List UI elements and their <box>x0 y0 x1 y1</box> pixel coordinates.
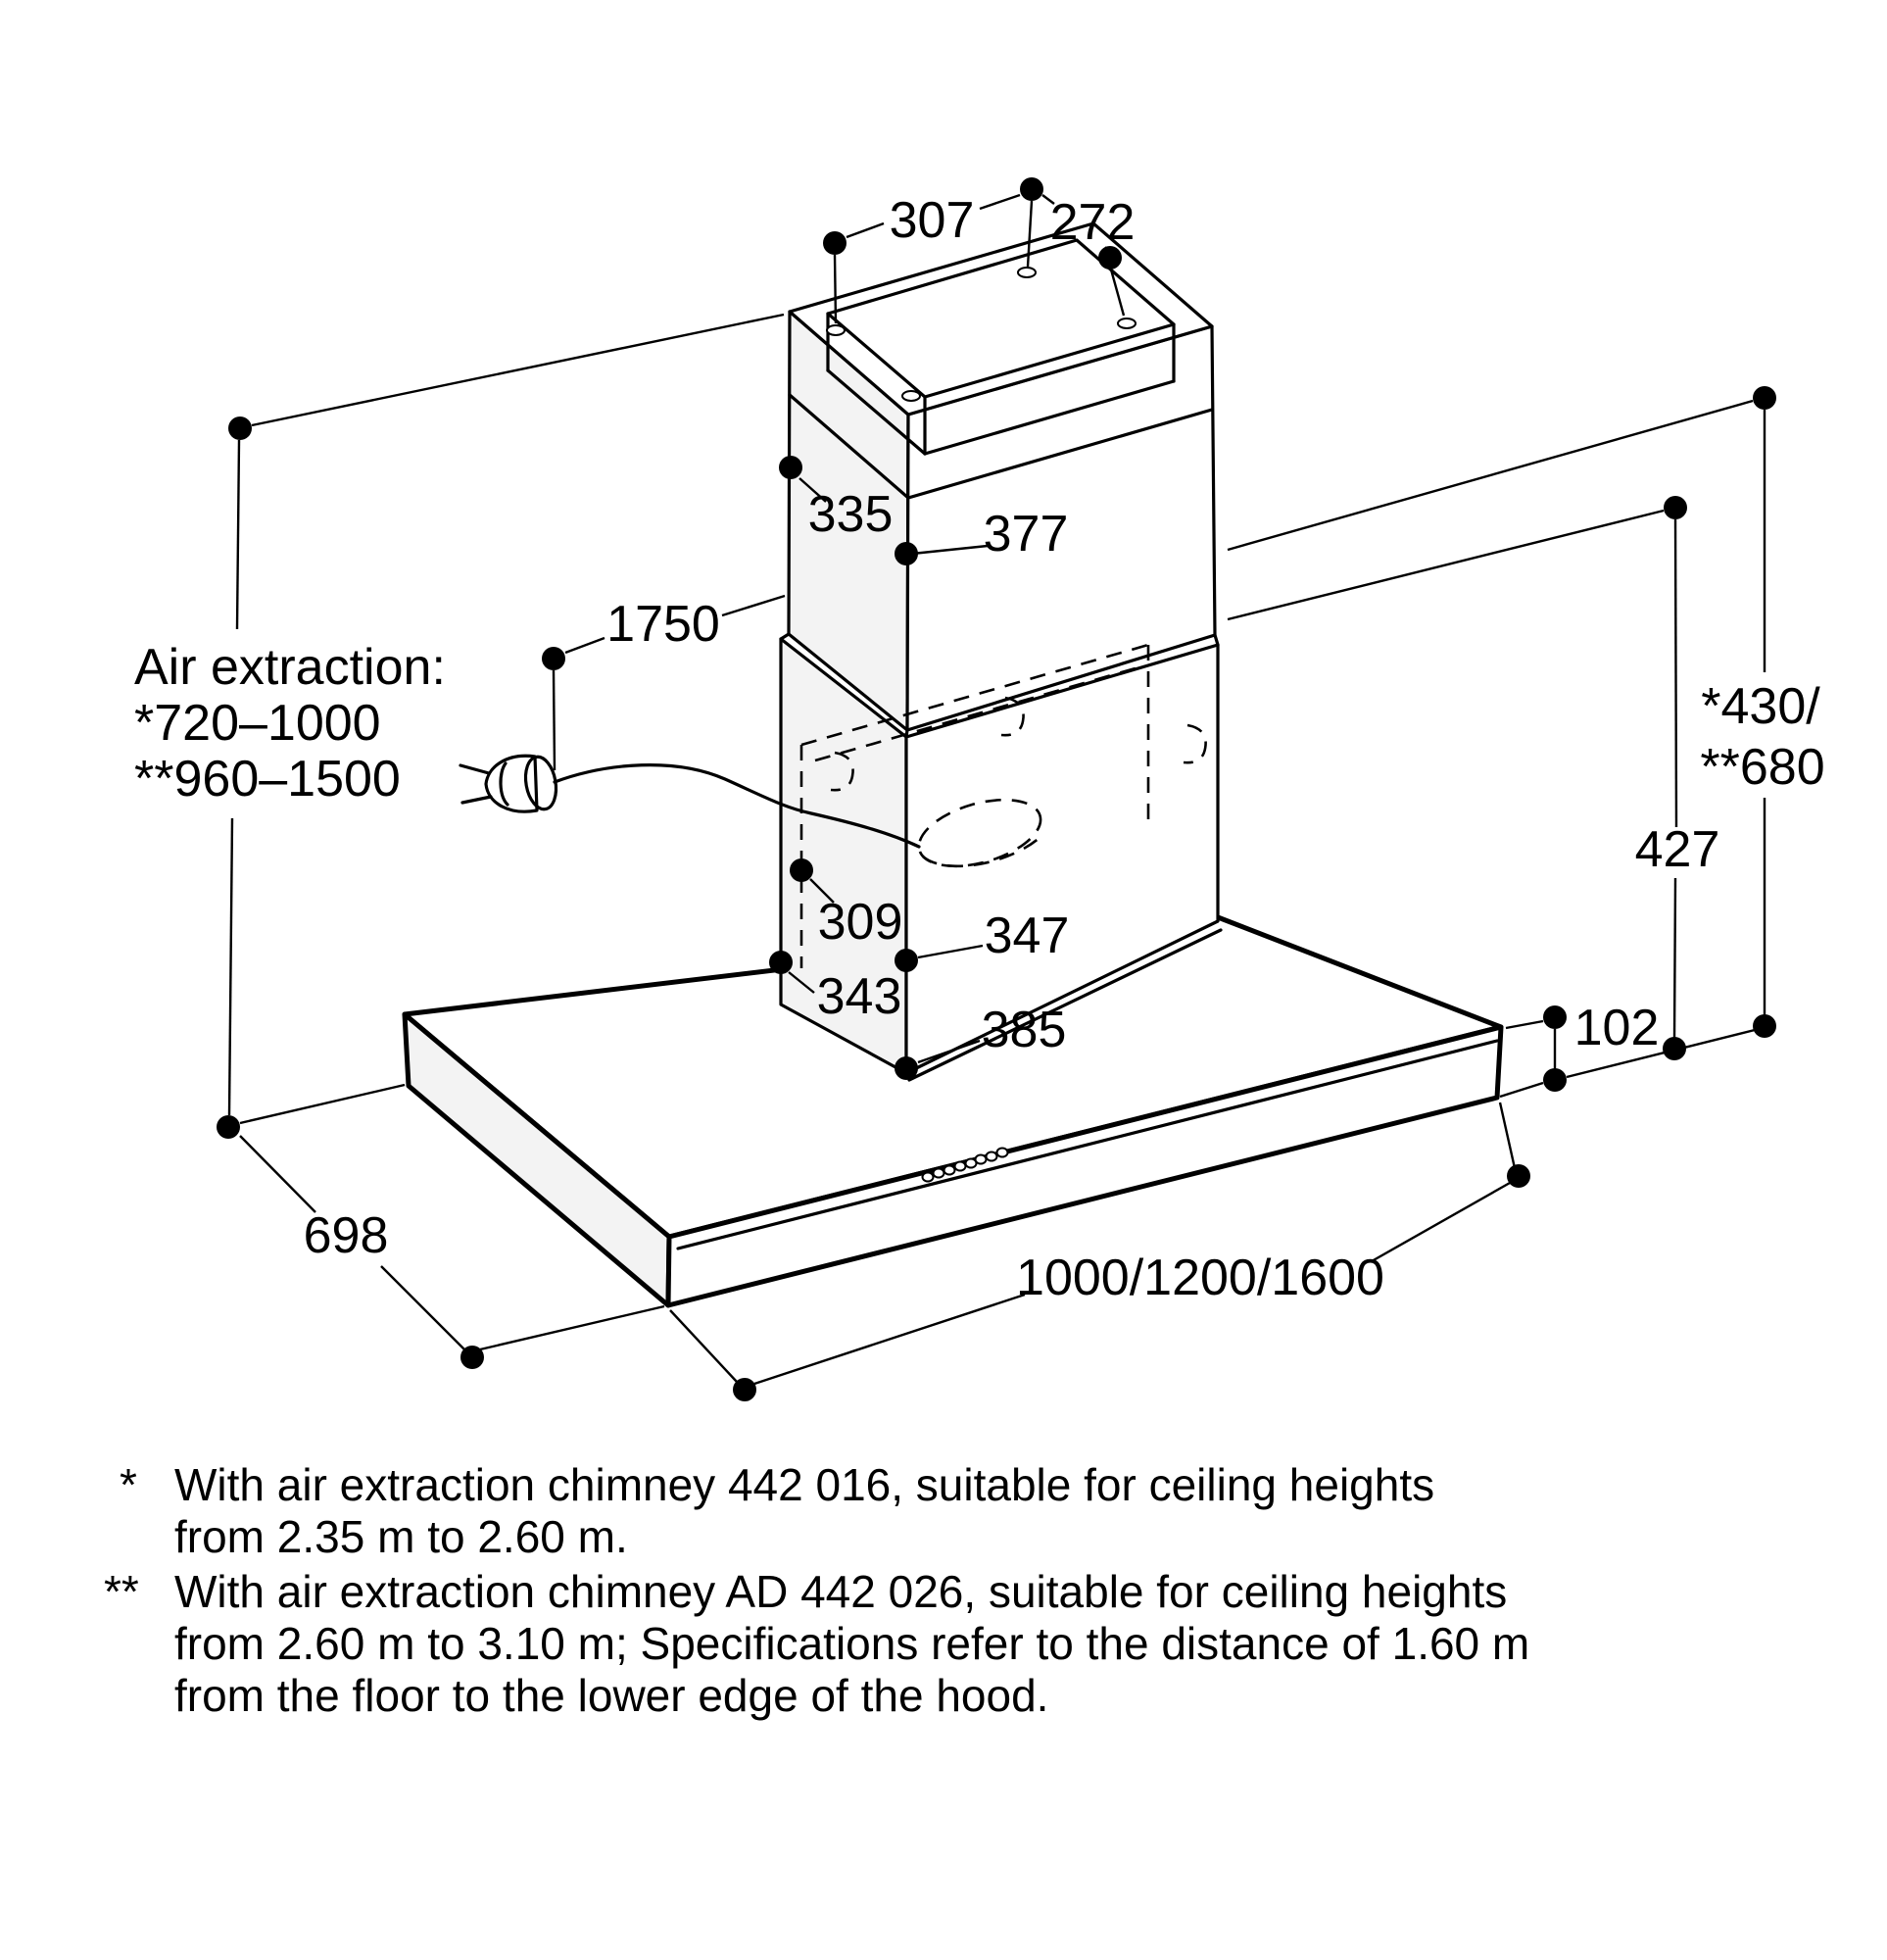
label-343: 343 <box>816 968 902 1025</box>
dot-430-bottom <box>1753 1014 1776 1038</box>
air-dim-leader-bottom <box>240 1085 405 1123</box>
button-dot <box>997 1149 1008 1157</box>
button-dot <box>955 1162 966 1171</box>
dim-width-seg-left <box>754 1295 1025 1384</box>
dot-width-right <box>1507 1164 1530 1188</box>
dim-102-leader-bottom <box>1500 1083 1543 1097</box>
label-1750: 1750 <box>606 596 720 653</box>
dim-width-seg-right <box>1372 1183 1510 1261</box>
dot-102-bottom <box>1543 1068 1567 1092</box>
air-extraction-range-single: *720–1000 <box>134 695 381 752</box>
plug-pin-top <box>460 765 489 773</box>
air-dim-line-upper <box>237 440 239 629</box>
button-dot <box>976 1155 987 1164</box>
dim-698-leader-bottom <box>480 1306 664 1349</box>
label-102: 102 <box>1573 1000 1660 1056</box>
label-427: 427 <box>1634 821 1720 878</box>
footnote-2-line-1: With air extraction chimney AD 442 026, suitable for ceiling heights <box>174 1566 1508 1617</box>
dot-309 <box>790 858 813 882</box>
plug-pin-bottom <box>462 797 491 803</box>
dot-1750 <box>542 647 565 670</box>
footnote-1-line-1: With air extraction chimney 442 016, suitable for ceiling heights <box>174 1459 1435 1510</box>
dim-427-line-upper <box>1675 519 1676 827</box>
screw-hole-left <box>827 325 845 335</box>
dim-width-leader-left <box>670 1310 737 1382</box>
screw-hole-front <box>902 391 920 401</box>
air-extraction-range-double: **960–1500 <box>134 751 401 808</box>
dim-width-leader-right <box>1500 1102 1515 1168</box>
dot-335 <box>779 456 802 479</box>
dim-698-seg-upper <box>240 1136 315 1212</box>
screw-hole-right <box>1118 318 1136 328</box>
dot-air-bottom <box>217 1115 240 1139</box>
dot-427-bottom <box>1663 1037 1686 1060</box>
dim-1750-leader-chimney <box>722 596 785 615</box>
dim-430-leader-top <box>1228 401 1753 550</box>
footnotes <box>104 1459 1529 1721</box>
air-extraction-note <box>134 639 446 808</box>
button-dot <box>934 1169 944 1178</box>
chimney-joint-front <box>906 730 907 737</box>
dot-430-top <box>1753 386 1776 410</box>
dim-307-stem-left <box>835 255 836 323</box>
label-698: 698 <box>303 1207 389 1264</box>
label-347: 347 <box>984 907 1070 964</box>
dot-377 <box>895 542 918 565</box>
dot-102-top <box>1543 1005 1567 1029</box>
button-dot <box>944 1166 955 1175</box>
label-1000-1200-1600: 1000/1200/1600 <box>1016 1250 1384 1306</box>
dim-1750-stem <box>554 670 555 770</box>
plug-body-line <box>501 763 508 805</box>
dim-427-leader-top <box>1228 511 1664 619</box>
dot-307-272-mid <box>1020 177 1043 201</box>
dot-698-bottom <box>460 1346 484 1369</box>
dim-1750-leader-dot <box>565 638 605 653</box>
footnote-2-line-3: from the floor to the lower edge of the hood. <box>174 1670 1049 1721</box>
dim-307-leader-right <box>980 195 1020 209</box>
label-377: 377 <box>983 506 1069 563</box>
label-272: 272 <box>1049 194 1136 251</box>
footnote-1-line-2: from 2.35 m to 2.60 m. <box>174 1511 628 1562</box>
dot-385 <box>895 1056 918 1080</box>
air-dim-leader-top <box>252 315 784 425</box>
dim-307-leader-left <box>847 223 884 237</box>
chimney-joint-right <box>1215 635 1218 645</box>
label-335: 335 <box>807 486 894 543</box>
label-680: **680 <box>1700 739 1825 796</box>
dot-width-left <box>733 1378 756 1401</box>
dim-698-seg-lower <box>381 1266 464 1349</box>
dot-air-top <box>228 416 252 440</box>
label-385: 385 <box>981 1002 1067 1058</box>
button-dot <box>987 1152 997 1161</box>
dot-307-left <box>823 231 847 255</box>
air-dim-line-lower <box>229 818 232 1115</box>
label-430: *430/ <box>1701 678 1820 735</box>
dot-427-top <box>1664 496 1687 519</box>
air-extraction-title: Air extraction: <box>134 639 446 696</box>
chimney-joint-left <box>781 634 789 639</box>
label-309: 309 <box>817 894 903 951</box>
screw-hole-back <box>1018 268 1036 277</box>
label-307: 307 <box>889 192 975 249</box>
button-dot <box>923 1173 934 1182</box>
footnote-1-marker: * <box>120 1459 137 1510</box>
dim-102-leader-top <box>1506 1021 1543 1028</box>
dot-343 <box>769 951 793 974</box>
dim-427-line-lower <box>1674 878 1675 1038</box>
footnote-2-line-2: from 2.60 m to 3.10 m; Specifications refer to the distance of 1.60 m <box>174 1618 1530 1669</box>
footnote-2-marker: ** <box>104 1566 139 1617</box>
